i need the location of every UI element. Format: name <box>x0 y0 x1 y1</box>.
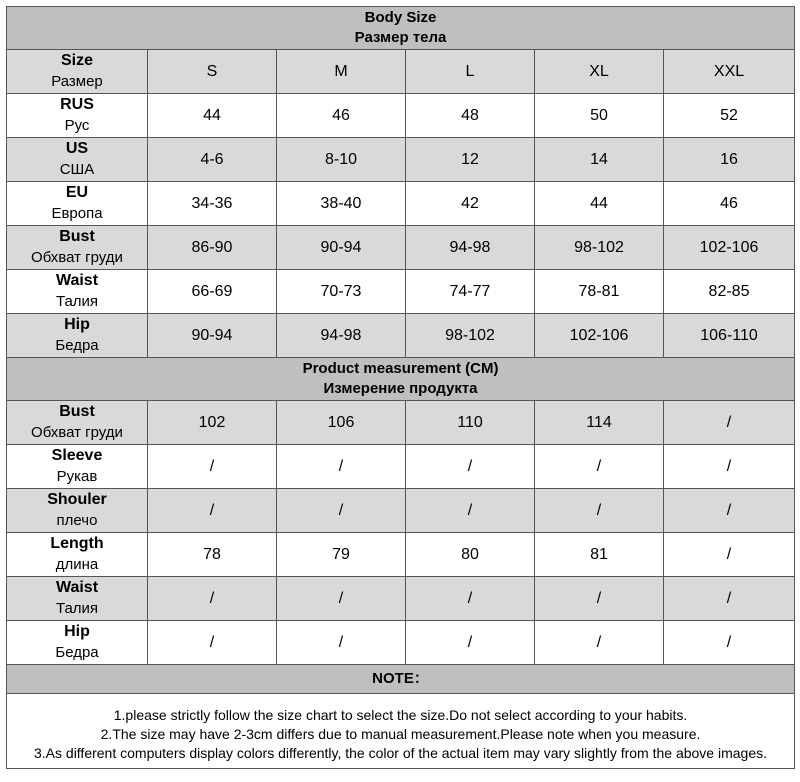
table-cell: 44 <box>535 182 664 226</box>
table-row <box>7 621 795 665</box>
table-cell: 86-90 <box>148 226 277 270</box>
table-cell: 46 <box>664 182 795 226</box>
row-label-en: US <box>65 140 89 157</box>
row-label-ru: Бедра <box>55 644 99 661</box>
note-title: NOTE： <box>7 665 795 694</box>
table-cell: 12 <box>406 138 535 182</box>
size-header-row <box>7 50 795 94</box>
row-label-ru: Талия <box>55 600 99 617</box>
table-cell: 14 <box>535 138 664 182</box>
table-cell: / <box>664 489 795 533</box>
table-cell: 46 <box>277 94 406 138</box>
size-table <box>6 6 795 769</box>
table-cell: 110 <box>406 401 535 445</box>
table-cell: / <box>664 445 795 489</box>
row-label-ru: Обхват груди <box>31 424 123 441</box>
table-cell: / <box>535 577 664 621</box>
size-m: M <box>277 50 406 94</box>
row-label-ru: Талия <box>55 293 99 310</box>
row-label <box>7 94 148 138</box>
table-cell: / <box>664 577 795 621</box>
table-cell: / <box>664 401 795 445</box>
table-cell: 106-110 <box>664 314 795 358</box>
table-cell: / <box>535 445 664 489</box>
row-label-ru: плечо <box>56 512 98 529</box>
table-cell: 102 <box>148 401 277 445</box>
table-cell: 38-40 <box>277 182 406 226</box>
table-cell: / <box>664 621 795 665</box>
size-xxl: XXL <box>664 50 795 94</box>
table-cell: 44 <box>148 94 277 138</box>
row-label-en: Waist <box>55 579 99 596</box>
table-cell: 94-98 <box>406 226 535 270</box>
table-row <box>7 226 795 270</box>
table-cell: / <box>148 489 277 533</box>
table-cell: 4-6 <box>148 138 277 182</box>
row-label-en: Hip <box>64 316 90 333</box>
row-label-en: EU <box>65 184 89 201</box>
table-cell: / <box>148 577 277 621</box>
table-cell: / <box>277 489 406 533</box>
row-label-en: Length <box>50 535 104 552</box>
row-label-ru: Европа <box>51 205 103 222</box>
table-cell: / <box>535 621 664 665</box>
size-label: Size <box>60 52 93 69</box>
table-cell: / <box>406 489 535 533</box>
note-line: 3.As different computers display colors differently, the color of the actual item may vary slightly from the above images. <box>34 744 768 761</box>
size-l: L <box>406 50 535 94</box>
row-label <box>7 226 148 270</box>
table-cell: / <box>535 489 664 533</box>
row-label <box>7 533 148 577</box>
row-label-en: Shouler <box>47 491 107 508</box>
note-header <box>7 665 795 694</box>
table-cell: 16 <box>664 138 795 182</box>
table-cell: 98-102 <box>535 226 664 270</box>
table-cell: 80 <box>406 533 535 577</box>
row-label-ru: Обхват груди <box>31 249 123 266</box>
table-row <box>7 94 795 138</box>
table-cell: / <box>406 445 535 489</box>
table-row <box>7 401 795 445</box>
size-label-cell <box>7 50 148 94</box>
table-cell: / <box>148 445 277 489</box>
table-cell: 34-36 <box>148 182 277 226</box>
table-row <box>7 577 795 621</box>
row-label-ru: США <box>59 161 95 178</box>
row-label <box>7 314 148 358</box>
table-cell: 90-94 <box>148 314 277 358</box>
table-cell: 48 <box>406 94 535 138</box>
row-label <box>7 138 148 182</box>
table-cell: / <box>664 533 795 577</box>
table-cell: 102-106 <box>535 314 664 358</box>
product-title: Product measurement (CM) <box>302 360 499 377</box>
row-label-ru: Бедра <box>55 337 99 354</box>
table-cell: 79 <box>277 533 406 577</box>
table-cell: / <box>277 445 406 489</box>
table-cell: 81 <box>535 533 664 577</box>
body-size-header <box>7 7 795 50</box>
product-title-ru: Измерение продукта <box>323 380 478 397</box>
table-cell: 52 <box>664 94 795 138</box>
row-label <box>7 270 148 314</box>
table-cell: 82-85 <box>664 270 795 314</box>
table-row <box>7 445 795 489</box>
table-cell: / <box>406 577 535 621</box>
row-label <box>7 182 148 226</box>
row-label-en: Bust <box>59 403 95 420</box>
row-label <box>7 489 148 533</box>
table-cell: 50 <box>535 94 664 138</box>
table-cell: 8-10 <box>277 138 406 182</box>
note-line: 2.The size may have 2-3cm differs due to manual measurement.Please note when you measure. <box>100 725 701 742</box>
table-cell: / <box>148 621 277 665</box>
table-cell: 106 <box>277 401 406 445</box>
row-label <box>7 445 148 489</box>
row-label-en: Hip <box>64 623 90 640</box>
table-cell: 94-98 <box>277 314 406 358</box>
row-label-en: Waist <box>55 272 99 289</box>
table-cell: 102-106 <box>664 226 795 270</box>
table-cell: 114 <box>535 401 664 445</box>
row-label <box>7 621 148 665</box>
table-row <box>7 138 795 182</box>
table-row <box>7 182 795 226</box>
table-row <box>7 533 795 577</box>
note-line: 1.please strictly follow the size chart to select the size.Do not select according to your habits. <box>113 706 688 723</box>
table-cell: 70-73 <box>277 270 406 314</box>
table-row <box>7 314 795 358</box>
row-label-ru: Рус <box>64 117 90 134</box>
table-cell: 74-77 <box>406 270 535 314</box>
note-body <box>7 694 795 769</box>
table-cell: 90-94 <box>277 226 406 270</box>
size-chart <box>6 6 794 769</box>
table-cell: 42 <box>406 182 535 226</box>
size-s: S <box>148 50 277 94</box>
row-label-en: Bust <box>59 228 95 245</box>
table-cell: 66-69 <box>148 270 277 314</box>
size-xl: XL <box>535 50 664 94</box>
body-size-title: Body Size <box>364 9 437 26</box>
table-cell: 78-81 <box>535 270 664 314</box>
body-size-title-ru: Размер тела <box>354 29 447 46</box>
product-measurement-header <box>7 358 795 401</box>
table-cell: / <box>406 621 535 665</box>
row-label <box>7 577 148 621</box>
row-label-ru: длина <box>55 556 99 573</box>
table-cell: 98-102 <box>406 314 535 358</box>
table-row <box>7 270 795 314</box>
row-label <box>7 401 148 445</box>
table-cell: / <box>277 621 406 665</box>
row-label-en: RUS <box>60 96 94 113</box>
row-label-ru: Рукав <box>56 468 98 485</box>
table-row <box>7 489 795 533</box>
size-label-ru: Размер <box>51 73 103 90</box>
table-cell: / <box>277 577 406 621</box>
table-cell: 78 <box>148 533 277 577</box>
row-label-en: Sleeve <box>51 447 103 464</box>
